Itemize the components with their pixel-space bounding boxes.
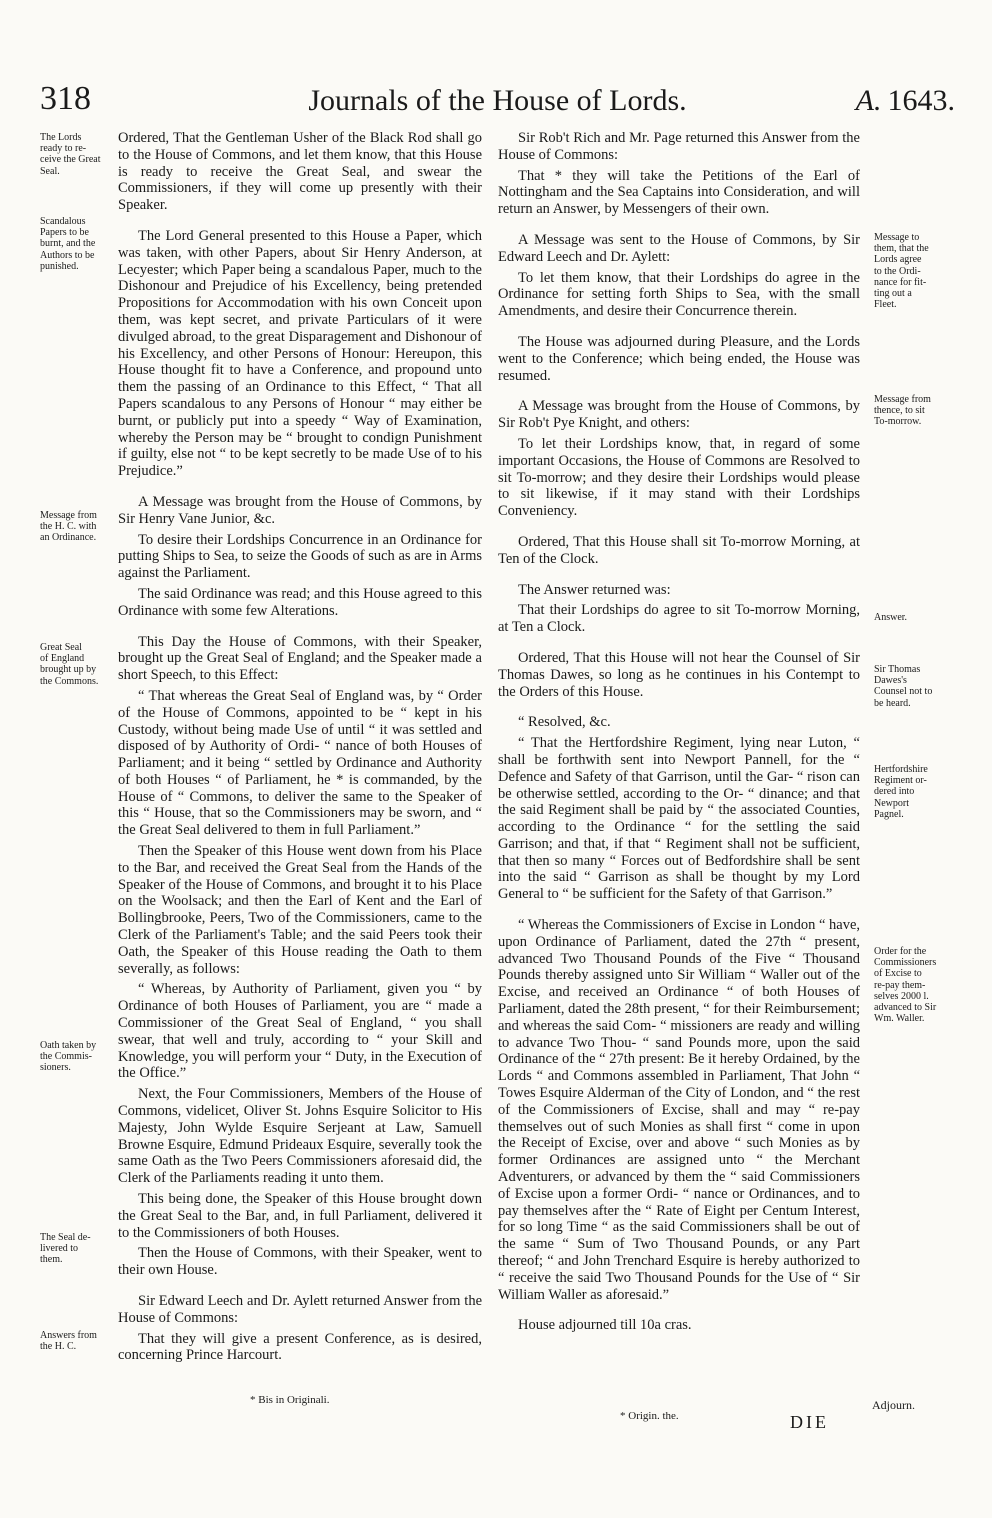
margin-note-line: To-morrow. <box>874 416 922 428</box>
margin-note-line: the Commons. <box>40 675 99 687</box>
entry-speaker-speech: “ That whereas the Great Seal of England was, by “ Order of the House of Commons, appointed to be “ kept in his Custody, without being made Use of until “ it was settled and disposed of by Authority of Ordi- “ nance of both Houses of Parliament; and it being “ settled by Ordinance and Authority of both Houses “ of Parliament, he * is commanded, by the House of “ Commons, to deliver the same to the Speaker of this “ House, that so the Commissioners may be sworn, and “ the Great Seal delivered to them in full Parliament.” <box>118 687 482 839</box>
page-number: 318 <box>40 80 91 117</box>
entry-four-commissioners: Next, the Four Commissioners, Members of the House of Commons, videlicet, Oliver St. Johns Esquire Solicitor to His Majesty, John Wylde Esquire Serjeant at Law, Samuell Browne Esquire, Edmund Prideaux Esquire, severally took the same Oath as the Two Peers Commissioners aforesaid did, the Clerk of the Parliaments reading it unto them. <box>118 1086 482 1187</box>
margin-note-line: advanced to Sir <box>874 1002 937 1014</box>
margin-note-line: Fleet. <box>874 299 897 311</box>
margin-note-oath-taken <box>40 1040 114 1074</box>
entry-commons-withdraw: Then the House of Commons, with their Speaker, went to their own House. <box>118 1245 482 1279</box>
margin-note-great-seal-brought <box>40 642 114 687</box>
margin-note-line: Oath taken by <box>40 1040 97 1051</box>
margin-note-line: Papers to be <box>40 227 89 239</box>
margin-note-line: to the Ordi- <box>874 265 921 277</box>
entry-resolved: “ Resolved, &c. <box>518 714 611 731</box>
margin-note-line: dered into <box>874 786 915 798</box>
margin-note-line: them. <box>40 1254 63 1266</box>
margin-note-line: nance for fit- <box>874 276 927 288</box>
margin-note-line: Lords agree <box>874 254 922 266</box>
margin-note-line: The Seal de- <box>40 1232 91 1243</box>
margin-note-excise <box>874 946 948 1024</box>
margin-note-line: sioners. <box>40 1062 71 1074</box>
margin-note-seal-delivered <box>40 1232 114 1266</box>
margin-note-line: be heard. <box>874 697 911 709</box>
page-header <box>40 80 955 128</box>
margin-note-line: Counsel not to <box>874 686 933 698</box>
margin-note-line: Scandalous <box>40 216 86 227</box>
margin-note-line: burnt, and the <box>40 238 96 250</box>
entry-hertfordshire-regiment: “ That the Hertfordshire Regiment, lying near Luton, “ shall be forthwith sent into Newport Pannell, for the “ Defence and Safety of that Garrison, until the Gar- “ rison can be otherwise settled, according to the Or- “ dinance; and that the said Regiment shall be paid by “ the associated Counties, according to the Ordinance “ for the settling the said Garrison; and that, if that “ Regiment shall not be sufficient, that then so many “ Forces out of Bedfordshire shall be sent into the said “ Garrison as shall be thought by my Lord General to “ be sufficient for the Safety of that Garrison.” <box>498 735 860 903</box>
entry-ordinance-read: The said Ordinance was read; and this House agreed to this Ordinance with some few Alterations. <box>118 585 482 619</box>
margin-note-line: Seal. <box>40 165 60 177</box>
margin-note-line: Pagnel. <box>874 808 904 820</box>
entry-leech-aylett: Sir Edward Leech and Dr. Aylett returned Answer from the House of Commons: <box>118 1293 482 1326</box>
margin-note-line: ting out a <box>874 288 912 300</box>
margin-note-line: Authors to be <box>40 249 95 261</box>
margin-note-line: Sir Thomas <box>874 664 921 675</box>
margin-note-answer <box>874 612 948 623</box>
margin-note-line: ceive the Great <box>40 154 101 166</box>
year-prefix: A. <box>855 84 882 117</box>
entry-message-sent: A Message was sent to the House of Commons, by Sir Edward Leech and Dr. Aylett: <box>498 231 860 265</box>
margin-note-message-tomorrow <box>874 394 948 428</box>
margin-note-answers-hc <box>40 1330 114 1352</box>
margin-note-line: Answer. <box>874 612 908 623</box>
entry-oath-text: “ Whereas, by Authority of Parliament, given you “ by Ordinance of both Houses of Parliament, you are “ made a Commissioner of the Great Seal of England, “ you shall swear, that well and truly, according to “ your Skill and Knowledge, you will perform your “ Duty, in the Execution of the Office.” <box>118 981 482 1082</box>
margin-note-dawes <box>874 664 948 709</box>
catchword: Adjourn. <box>872 1398 915 1412</box>
entry-black-rod: Ordered, That the Gentleman Usher of the Black Rod shall go to the House of Commons, and let them know, that this House is ready to receive the Great Seal, and swear the Commissioners, if they will come up presently with their Speaker. <box>118 130 482 214</box>
margin-note-line: an Ordinance. <box>40 532 97 544</box>
running-title: Journals of the House of Lords. <box>308 84 687 117</box>
margin-note-line: brought up by <box>40 664 97 676</box>
entry-agree-sit: That their Lordships do agree to sit To-morrow Morning, at Ten a Clock. <box>498 602 860 636</box>
margin-note-line: the H. C. <box>40 1341 77 1353</box>
entry-petitions-nottingham: That * they will take the Petitions of the Earl of Nottingham and the Sea Captains into Consideration, and will return an Answer, by Messengers of their own. <box>498 167 860 218</box>
entry-scandalous-paper: The Lord General presented to this House a Paper, which was taken, with other Papers, about Sir Henry Anderson, at Lecyester; which Paper being a scandalous Paper, much to the Dishonour and Prejudice of his Excellency, being pretended Propositions for Accommodation with his own Conceit upon them, was kept secret, and private Particulars of it were divulged abroad, to the great Disparagement and Dishonour of his Excellency, and other Persons of Honour: Hereupon, this House thought fit to have a Conference, and propound unto them the passing of an Ordinance to this Effect, “ That all Papers scandalous to any Persons of Honour “ may either be burnt, or publicly put into a speedy “ Way of Examination, whereby the Person may be “ brought to condign Punishment if guilty, else not “ to be kept secretly to be made Use of to his Prejudice.” <box>118 227 482 480</box>
entry-ordered-sit: Ordered, That this House shall sit To-morrow Morning, at Ten of the Clock. <box>498 533 860 567</box>
year-value: 1643. <box>887 84 955 117</box>
margin-note-line: re-pay them- <box>874 979 926 991</box>
margin-note-hertfordshire <box>874 764 948 820</box>
entry-ships-to-sea: To desire their Lordships Concurrence in an Ordinance for putting Ships to Sea, to seize the Goods of such as are in Arms against the Parliament. <box>118 531 482 582</box>
margin-note-line: selves 2000 l. <box>874 990 929 1002</box>
margin-note-line: thence, to sit <box>874 405 925 417</box>
margin-note-line: Message from <box>40 510 97 521</box>
margin-note-line: the Commis- <box>40 1051 92 1063</box>
entry-seal-delivered: This being done, the Speaker of this House brought down the Great Seal to the Bar, and, in full Parliament, delivered it to the Commissioners of both Houses. <box>118 1191 482 1241</box>
margin-note-line: Newport <box>874 797 909 809</box>
entry-adjourned-pleasure: The House was adjourned during Pleasure, and the Lords went to the Conference; which being ended, the House was resumed. <box>498 333 860 384</box>
margin-note-line: Message from <box>874 394 931 405</box>
entry-rich-page: Sir Rob't Rich and Mr. Page returned this Answer from the House of Commons: <box>498 130 860 163</box>
right-column <box>498 130 860 1338</box>
margin-note-line: Answers from <box>40 1330 97 1341</box>
margin-note-line: Hertfordshire <box>874 764 928 775</box>
signature-mark: DIE <box>790 1412 829 1432</box>
margin-note-line: them, that the <box>874 243 929 255</box>
footnote-left: * Bis in Originali. <box>250 1394 330 1406</box>
margin-note-line: Great Seal <box>40 642 82 653</box>
margin-note-line: Commissioners <box>874 957 937 969</box>
footnote-right: * Origin. the. <box>620 1410 679 1422</box>
entry-agree-ordinance: To let them know, that their Lordships do agree in the Ordinance for setting forth Ships to Sea, with the small Amendments, and desire their Concurrence therein. <box>498 269 860 320</box>
margin-note-line: The Lords <box>40 132 82 143</box>
entry-answer-returned: The Answer returned was: <box>518 581 671 598</box>
entry-prince-harcourt: That they will give a present Conference, as is desired, concerning Prince Harcourt. <box>118 1330 482 1364</box>
margin-note-message-hc <box>40 510 114 544</box>
entry-message-pye: A Message was brought from the House of Commons, by Sir Rob't Pye Knight, and others: <box>498 398 860 432</box>
margin-note-line: the H. C. with <box>40 521 97 533</box>
margin-note-line: Order for the <box>874 946 927 957</box>
margin-note-line: Regiment or- <box>874 775 927 787</box>
margin-note-line: livered to <box>40 1243 79 1255</box>
margin-note-line: ready to re- <box>40 143 87 155</box>
margin-note-line: Message to <box>874 232 920 243</box>
entry-excise-ordinance: “ Whereas the Commissioners of Excise in London “ have, upon Ordinance of Parliament, dated the 27th “ present, advanced Two Thousand Pounds of the Five “ Thousand Pounds thereby assigned unto Sir William “ Waller out of the Excise, and received an Ordinance “ of both Houses of Parliament, dated the 28th present, “ for their Reimbursement; and whereas the said Com- “ missioners are ready and willing to advance Two Thou- “ sand Pounds more, upon the said Ordinance of the “ 27th present: Be it hereby Ordained, by the Lords “ and Commons assembled in Parliament, That John “ Towes Esquire Alderman of the City of London, and “ the rest of the Commissioners of Excise, shall and may “ re-pay themselves out of such Monies as shall first “ come in upon the Receipt of Excise, over and above “ such Monies as by former Ordinances are assigned unto “ the Merchant Adventurers, or advanced by them the “ said Commissioners of Excise upon a former Ordi- “ nance or Ordinances, and to pay themselves after the “ Rate of Eight per Centum Interest, for so long Time “ as the said Commissioners shall be out of the same “ Sum of Two Thousand Pounds, or any Part thereof; “ and John Trenchard Esquire is hereby authorized to “ receive the said Two Thousand Pounds for the Use of “ Sir William Waller as aforesaid.” <box>498 917 861 1303</box>
margin-note-line: Wm. Waller. <box>874 1013 925 1025</box>
entry-great-seal-brought: This Day the House of Commons, with their Speaker, brought up the Great Seal of England; and the Speaker made a short Speech, to this Effect: <box>118 633 482 684</box>
year-heading <box>856 84 955 118</box>
margin-note-line: of England <box>40 653 85 665</box>
entry-seal-received: Then the Speaker of this House went down from his Place to the Bar, and received the Great Seal from the Hands of the Speaker of the House of Commons, and brought it to his Place on the Woolsack; and then the Earl of Kent and the Earl of Bollingbrooke, Peers, Two of the Commissioners, came to the Clerk of the Parliament's Table; and the said Peers took their Oath, the Speaker of this House reading the Oath to them severally, as follows: <box>118 843 482 977</box>
entry-house-adjourned: House adjourned till 10a cras. <box>518 1317 692 1334</box>
margin-note-line: punished. <box>40 260 79 272</box>
margin-note-line: of Excise to <box>874 968 922 980</box>
entry-sit-tomorrow-request: To let their Lordships know, that, in regard of some important Occasions, the House of Commons are Resolved to sit To-morrow; and they desire their Lordships would please to sit likewise, if it may stand with their Lordships Conveniency. <box>498 435 860 520</box>
margin-note-great-seal-ready <box>40 132 114 177</box>
margin-note-scandalous-papers <box>40 216 114 272</box>
margin-note-message-ordinance-ships <box>874 232 948 310</box>
margin-note-line: Dawes's <box>874 675 907 687</box>
entry-dawes-counsel: Ordered, That this House will not hear the Counsel of Sir Thomas Dawes, so long as he continues in his Contempt to the Orders of this House. <box>498 649 860 700</box>
entry-message-vane: A Message was brought from the House of Commons, by Sir Henry Vane Junior, &c. <box>118 493 482 527</box>
left-column <box>118 130 482 1368</box>
